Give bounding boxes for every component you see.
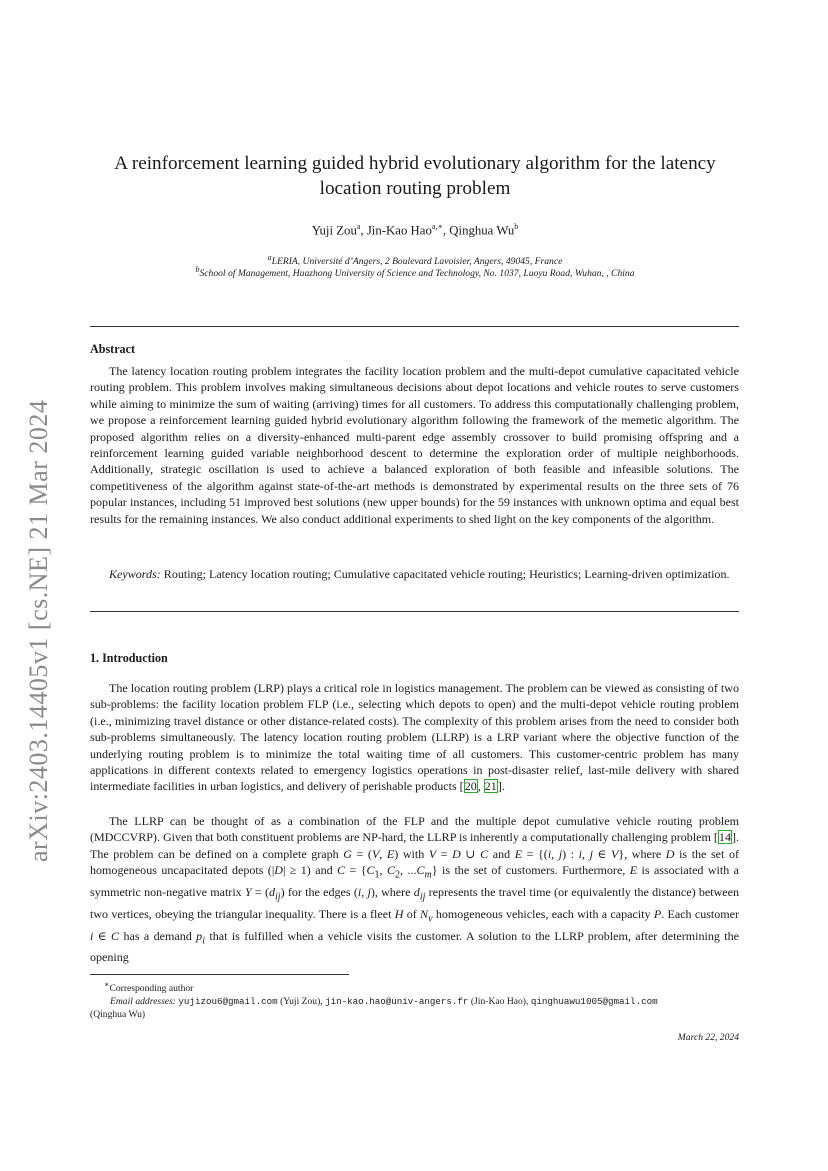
citation-link[interactable]: 21 xyxy=(484,779,497,794)
intro-p2-text-g: homogeneous vehicles, each with a capacity xyxy=(435,906,651,921)
email-owner: (Jin-Kao Hao) xyxy=(470,996,527,1008)
intro-p2-text-d: is associated with a symmetric non-negative matrix xyxy=(90,863,740,900)
author-name: Yuji Zou xyxy=(311,223,357,238)
affiliation-b xyxy=(90,265,740,279)
abstract-body: The latency location routing problem integrates the facility location problem and the multi-depot cumulative capacitated vehicle routing problem. This problem involves making simultaneous decisions about depot locations and vehicle routes to serve customers while aiming to minimize the sum of waiting (arriving) times for all customers. To address this computationally challenging problem, we propose a reinforcement learning guided hybrid evolutionary algorithm following the framework of the memetic algorithm. The proposed algorithm relies on a diversity-enhanced multi-parent edge assembly crossover to build promising offspring and a reinforcement learning guided variable neighborhood descent to determine the exploration order of multiple neighborhoods. Additionally, strategic oscillation is used to achieve a balanced exploration of both feasible and infeasible solutions. The competitiveness of the algorithm against state-of-the-art methods is demonstrated by experimental results on the three sets of 76 popular instances, including 51 improved best solutions (new upper bounds) for the 59 instances with unknown optima and equal best results for the remaining instances. We also conduct additional experiments to shed light on the key components of the algorithm. xyxy=(90,364,739,526)
citation-link[interactable]: 14 xyxy=(718,830,731,845)
email-address[interactable]: qinghuawu1005@gmail.com xyxy=(530,996,658,1008)
intro-p2-text-b: The problem can be defined on a complete graph xyxy=(90,846,339,861)
intro-paragraph-2: The LLRP can be thought of as a combination of the FLP and the multiple depot cumulative vehicle routing problem (MDCCVRP). Given that both constituent problems are NP-hard, the LLRP is inherently a computationally challenging problem [14]. The problem can be defined on a complete graph G = (V, E) with V = D ∪ C and E = {(i, j) : i, j ∈ V}, where D is the set of homogeneous uncapacitated depots (|D| ≥ 1) and $C = \{C_1$, $C_2$, $...C_m$} is the set of customers. Furthermore, E is associated with a symmetric non-negative matrix $Y = (d_{ij})$ for the edges (i, j), where $d_{ij}$ represents the travel time (or equivalently the distance) between two vertices, obeying the triangular inequality. There is a fleet H of $N_v$ homogeneous vehicles, each with a capacity P. Each customer i ∈ C has a demand $p_i$ that is fulfilled when a vehicle visits the customer. A solution to the LLRP problem, after determining the opening xyxy=(90,814,740,965)
intro-p2-text-i: has a demand xyxy=(123,928,192,943)
email-owner: (Yuji Zou) xyxy=(280,996,321,1008)
intro-p2-text-j: that is fulfilled when a vehicle visits the customer. A solution to the LLRP problem, after determining the opening xyxy=(90,928,740,965)
intro-p2-text-h: Each customer xyxy=(667,906,740,921)
author-affil-mark: b xyxy=(514,222,519,231)
intro-p2-text-a: The LLRP can be thought of as a combination of the FLP and the multiple depot cumulative vehicle routing problem (MDCCVRP). Given that both constituent problems are NP-hard, the LLRP is inherently a computationally challenging problem xyxy=(90,814,739,845)
author-list: Yuji Zou$^a$, Jin-Kao Hao$^{a,∗}$, Qinghua Wu$^b$ xyxy=(311,222,519,238)
paper-title: A reinforcement learning guided hybrid evolutionary algorithm for the latency location routing problem xyxy=(114,153,716,199)
author-affil-mark: a xyxy=(356,222,361,231)
footnote-mark: ∗ xyxy=(104,980,110,989)
abstract-bottom-rule xyxy=(90,611,739,612)
affil-mark: a xyxy=(267,253,272,262)
preprint-date: March 22, 2024 xyxy=(677,1032,739,1043)
affil-text: LERIA, Université d’Angers, 2 Boulevard Lavoisier, Angers, 49045, France xyxy=(271,256,563,268)
keywords xyxy=(90,566,739,582)
keywords-label: Keywords: xyxy=(109,567,161,581)
intro-paragraph-1: The location routing problem (LRP) plays a critical role in logistics management. The problem can be viewed as consisting of two sub-problems: the facility location problem FLP (i.e., selecting which depots to open) and the multi-depot vehicle routing problem (i.e., minimizing travel distance or other distance-related costs). The complexity of this problem arises from the need to consider both sub-problems simultaneously. The latency location routing problem (LLRP) is a LRP variant where the objective function of the underlying routing problem is to minimize the total waiting time of all customers. This customer-centric problem has many applications in different contexts related to emergency logistics operations in post-disaster relief, last-mile delivery with shared intermediate facilities in urban logistics, and delivery of perishable products [20, 21]. xyxy=(90,681,739,794)
email-address[interactable]: yujizou6@gmail.com xyxy=(178,996,278,1008)
email-address[interactable]: jin-kao.hao@univ-angers.fr xyxy=(325,996,469,1008)
corresponding-author-note: Corresponding author xyxy=(109,983,194,995)
keywords-text: Routing; Latency location routing; Cumulative capacitated vehicle routing; Heuristics; Learning-driven optimization. xyxy=(163,567,730,581)
arxiv-identifier-stamp[interactable]: arXiv:2403.14405v1 [cs.NE] 21 Mar 2024 xyxy=(24,399,53,862)
citation-link[interactable]: 20 xyxy=(464,779,477,794)
email-owner: (Qinghua Wu) xyxy=(90,1009,146,1021)
intro-p2-text-c: is the set of customers. Furthermore, xyxy=(442,863,626,878)
footnote-block: ∗Corresponding author Email addresses: yujizou6@gmail.com (Yuji Zou), jin-kao.hao@univ-angers.fr (Jin-Kao Hao), qinghuawu1005@gmail.com (Qinghua Wu) xyxy=(90,980,658,1021)
section-heading-introduction: 1. Introduction xyxy=(90,651,168,665)
intro-p1-text: The location routing problem (LRP) plays a critical role in logistics management. The problem can be viewed as consisting of two sub-problems: the facility location problem FLP (i.e., selecting which depots to open) and the multi-depot vehicle routing problem (i.e., minimizing travel distance or other distance-related costs). The complexity of this problem arises from the need to consider both sub-problems simultaneously. The latency location routing problem (LLRP) is a LRP variant where the objective function of the underlying routing problem is to minimize the total waiting time of all customers. This customer-centric problem has many applications in different contexts related to emergency logistics operations in post-disaster relief, last-mile delivery with shared intermediate facilities in urban logistics, and delivery of perishable products xyxy=(90,681,739,794)
author-name: Jin-Kao Hao xyxy=(366,223,432,238)
author-name: Qinghua Wu xyxy=(449,223,515,238)
intro-p2-text-f: represents the travel time (or equivalently the distance) between two vertices, obeying the triangular inequality. There is a fleet xyxy=(90,885,739,921)
author-affil-mark: a,∗ xyxy=(431,222,443,231)
affil-mark: b xyxy=(195,265,200,274)
affil-text: School of Management, Huazhong University of Science and Technology, No. 1037, Luoyu Road, Wuhan, , China xyxy=(199,268,635,280)
footnote-rule xyxy=(90,974,349,975)
abstract-heading: Abstract xyxy=(90,342,136,356)
abstract-top-rule xyxy=(90,326,739,327)
intro-p2-text-e: for the edges xyxy=(287,885,351,900)
email-label: Email addresses: xyxy=(110,996,176,1008)
